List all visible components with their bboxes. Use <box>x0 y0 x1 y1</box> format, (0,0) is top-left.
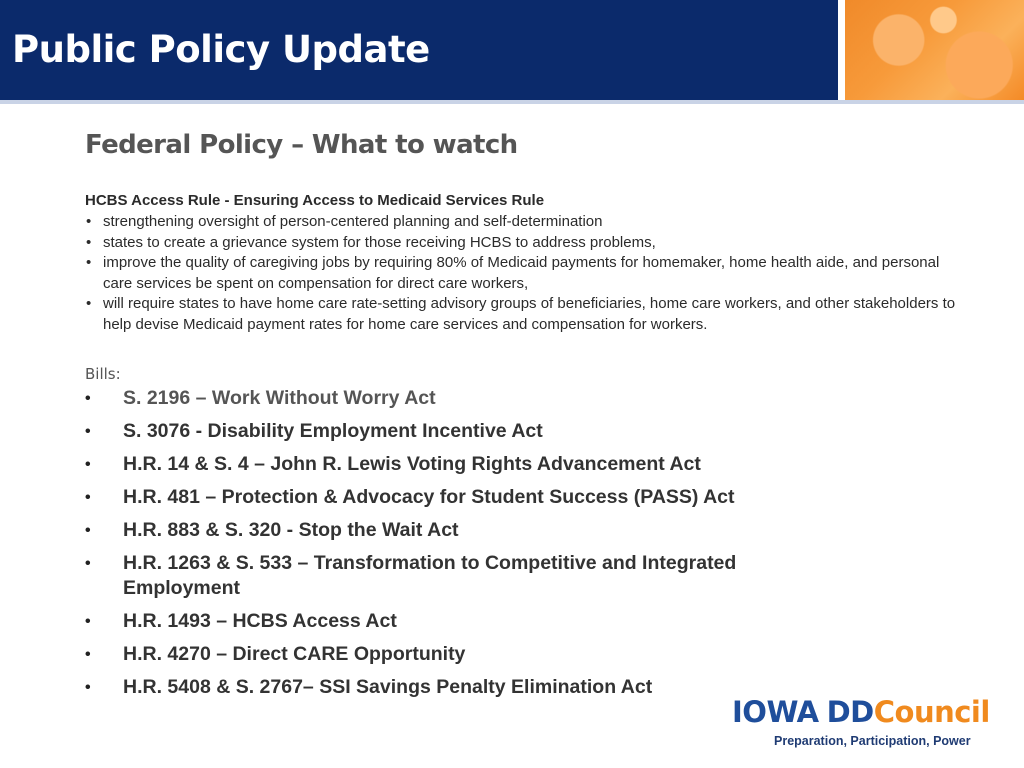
decorative-corner-image <box>845 0 1024 100</box>
bill-item <box>85 452 845 477</box>
bill-item <box>85 386 845 411</box>
section-title: Federal Policy – What to watch <box>85 130 518 160</box>
hcbs-rule-point: • states to create a grievance system for those receiving HCBS to address problems, <box>85 233 965 254</box>
bullet-icon: • <box>85 489 91 506</box>
bullet-icon: • <box>85 456 91 473</box>
bill-item-text: S. 2196 – Work Without Worry Act <box>123 387 436 409</box>
logo-wordmark <box>732 695 990 729</box>
bill-item <box>85 419 845 444</box>
logo-word-dd: DD <box>826 695 874 729</box>
bullet-icon: • <box>85 423 91 440</box>
logo-word-iowa: IOWA <box>732 695 819 729</box>
bills-label: Bills: <box>85 365 121 383</box>
hcbs-rule-point: • strengthening oversight of person-centered planning and self-determination <box>85 212 965 233</box>
bill-item <box>85 518 845 543</box>
logo-tagline: Preparation, Participation, Power <box>774 734 971 748</box>
header-bar <box>0 0 838 100</box>
bullet-icon: • <box>85 679 91 696</box>
bill-item-text: S. 3076 - Disability Employment Incentive Act <box>123 420 543 442</box>
bill-item-text: H.R. 883 & S. 320 - Stop the Wait Act <box>123 519 459 541</box>
bullet-icon: • <box>85 613 91 630</box>
hcbs-rule-heading: HCBS Access Rule - Ensuring Access to Medicaid Services Rule <box>85 192 545 209</box>
bill-item <box>85 485 845 510</box>
bill-item-text: H.R. 5408 & S. 2767– SSI Savings Penalty Elimination Act <box>123 676 653 698</box>
bullet-icon: • <box>85 646 91 663</box>
bill-item-text: H.R. 1493 – HCBS Access Act <box>123 610 397 632</box>
hcbs-rule-point: • will require states to have home care rate-setting advisory groups of beneficiaries, home care workers, and other stakeholders to help devise Medicaid payment rates for home care services and compensation for workers. <box>85 294 965 335</box>
bullet-icon: • <box>85 555 91 572</box>
bill-item-text: H.R. 481 – Protection & Advocacy for Student Success (PASS) Act <box>123 486 735 508</box>
hcbs-rule-list <box>85 212 965 335</box>
hcbs-rule-point: • improve the quality of caregiving jobs by requiring 80% of Medicaid payments for homemaker, home health aide, and personal care services be spent on compensation for direct care workers, <box>85 253 965 294</box>
page-title: Public Policy Update <box>12 28 430 71</box>
bill-item-text: H.R. 1263 & S. 533 – Transformation to Competitive and Integrated Employment <box>123 552 737 599</box>
header-divider <box>0 100 1024 104</box>
bill-item <box>85 609 845 634</box>
bullet-icon: • <box>85 390 91 407</box>
logo-word-council: Council <box>873 695 990 729</box>
bill-item <box>85 642 845 667</box>
bill-item <box>85 551 845 601</box>
bullet-icon: • <box>85 522 91 539</box>
bill-item <box>85 675 845 700</box>
iowa-ddcouncil-logo <box>732 695 1002 755</box>
bill-item-text: H.R. 4270 – Direct CARE Opportunity <box>123 643 466 665</box>
bill-item-text: H.R. 14 & S. 4 – John R. Lewis Voting Rights Advancement Act <box>123 453 701 475</box>
bill-list <box>85 386 845 708</box>
